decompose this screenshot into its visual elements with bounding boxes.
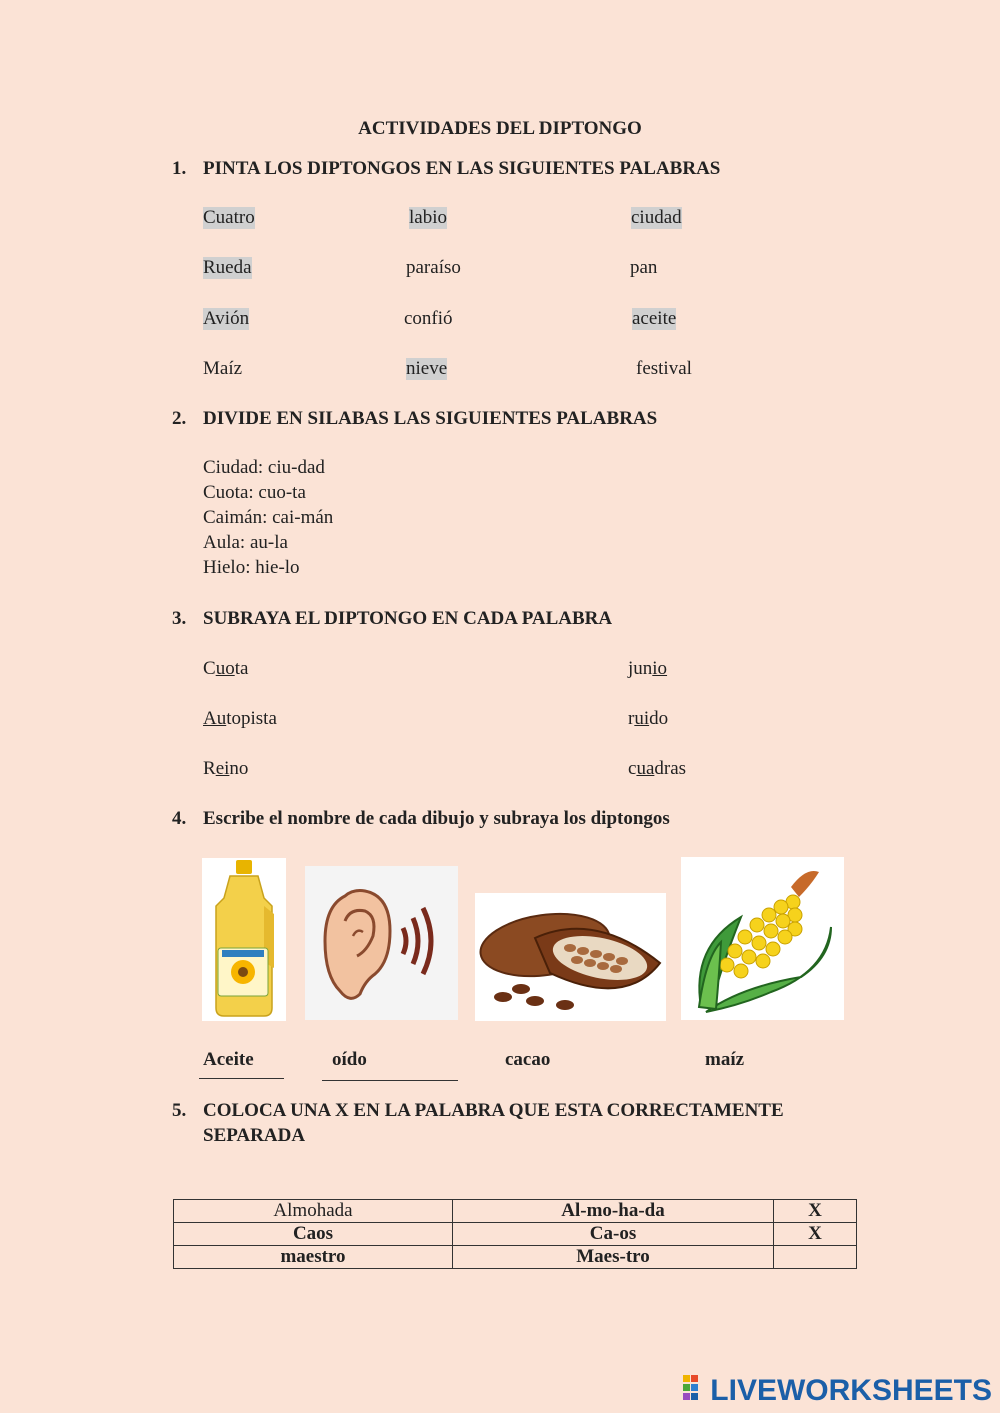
syllable-item: Aula: au-la (203, 532, 288, 553)
section-1-heading (172, 158, 720, 180)
logo-text: LIVEWORKSHEETS (710, 1374, 992, 1407)
paint-word[interactable]: labio (409, 207, 447, 228)
syllable-list (203, 455, 333, 580)
underline-word[interactable]: cuadras (628, 758, 687, 779)
paint-word[interactable]: paraíso (406, 257, 461, 278)
section-3-heading (172, 608, 612, 630)
underline-word[interactable]: Cuota (203, 658, 249, 679)
paint-word[interactable]: pan (630, 257, 658, 278)
answer-label: Aceite (203, 1049, 254, 1070)
paint-word[interactable]: aceite (632, 308, 677, 329)
paint-word[interactable]: ciudad (631, 207, 682, 228)
section-text: Escribe el nombre de cada dibujo y subraya los diptongos (203, 808, 670, 829)
page-title: ACTIVIDADES DEL DIPTONGO (358, 118, 642, 139)
table-cell: Al-mo-ha-da (453, 1200, 774, 1223)
underline-word[interactable]: Reino (203, 758, 249, 779)
table-cell[interactable] (774, 1246, 857, 1269)
answer-label: maíz (705, 1049, 745, 1070)
section-4-heading (172, 808, 670, 830)
syllable-item: Cuota: cuo-ta (203, 482, 306, 503)
table-cell[interactable]: X (774, 1200, 857, 1223)
section-text: DIVIDE EN SILABAS LAS SIGUIENTES PALABRAS (203, 408, 658, 429)
section-text: COLOCA UNA X EN LA PALABRA QUE ESTA CORRECTAMENTE SEPARADA (203, 1100, 784, 1146)
cacao-image (475, 893, 666, 1021)
paint-word[interactable]: festival (636, 358, 692, 379)
answer-line (199, 1078, 284, 1079)
answer-line (322, 1080, 458, 1081)
paint-word[interactable]: Avión (203, 308, 250, 329)
oil-bottle-icon (202, 858, 286, 1021)
section-number: 3. (172, 608, 187, 629)
ear-image (305, 866, 458, 1020)
underline-word[interactable]: junio (628, 658, 668, 679)
section-number: 2. (172, 408, 187, 429)
paint-word[interactable]: Maíz (203, 358, 243, 379)
syllable-item: Ciudad: ciu-dad (203, 457, 325, 478)
section-2-heading (172, 408, 657, 430)
section-number: 4. (172, 808, 187, 829)
section-text: PINTA LOS DIPTONGOS EN LAS SIGUIENTES PALABRAS (203, 158, 721, 179)
table-cell: Maes-tro (453, 1246, 774, 1269)
syllable-item: Hielo: hie-lo (203, 557, 300, 578)
table-row (174, 1246, 857, 1269)
table-cell: maestro (174, 1246, 453, 1269)
section-text: SUBRAYA EL DIPTONGO EN CADA PALABRA (203, 608, 613, 629)
section-number: 5. (172, 1100, 187, 1121)
table-cell: Caos (174, 1223, 453, 1246)
corn-image (681, 857, 844, 1020)
table-row (174, 1200, 857, 1223)
table-cell: Ca-os (453, 1223, 774, 1246)
table-cell[interactable]: X (774, 1223, 857, 1246)
table-row (174, 1223, 857, 1246)
logo-icon (683, 1375, 707, 1409)
paint-word[interactable]: Rueda (203, 257, 252, 278)
table-cell: Almohada (174, 1200, 453, 1223)
paint-word[interactable]: confió (404, 308, 453, 329)
answer-label: cacao (505, 1049, 551, 1070)
answer-label: oído (332, 1049, 367, 1070)
liveworksheets-logo (683, 1374, 992, 1409)
syllable-item: Caimán: cai-mán (203, 507, 334, 528)
paint-word[interactable]: Cuatro (203, 207, 255, 228)
oil-bottle-image (202, 858, 286, 1021)
separation-table (173, 1199, 857, 1269)
cacao-icon (475, 893, 666, 1021)
section-number: 1. (172, 158, 187, 179)
corn-icon (681, 857, 844, 1020)
underline-word[interactable]: Autopista (203, 708, 277, 729)
underline-word[interactable]: ruido (628, 708, 669, 729)
paint-word[interactable]: nieve (406, 358, 448, 379)
ear-icon (305, 866, 458, 1020)
section-5-heading (172, 1098, 852, 1148)
